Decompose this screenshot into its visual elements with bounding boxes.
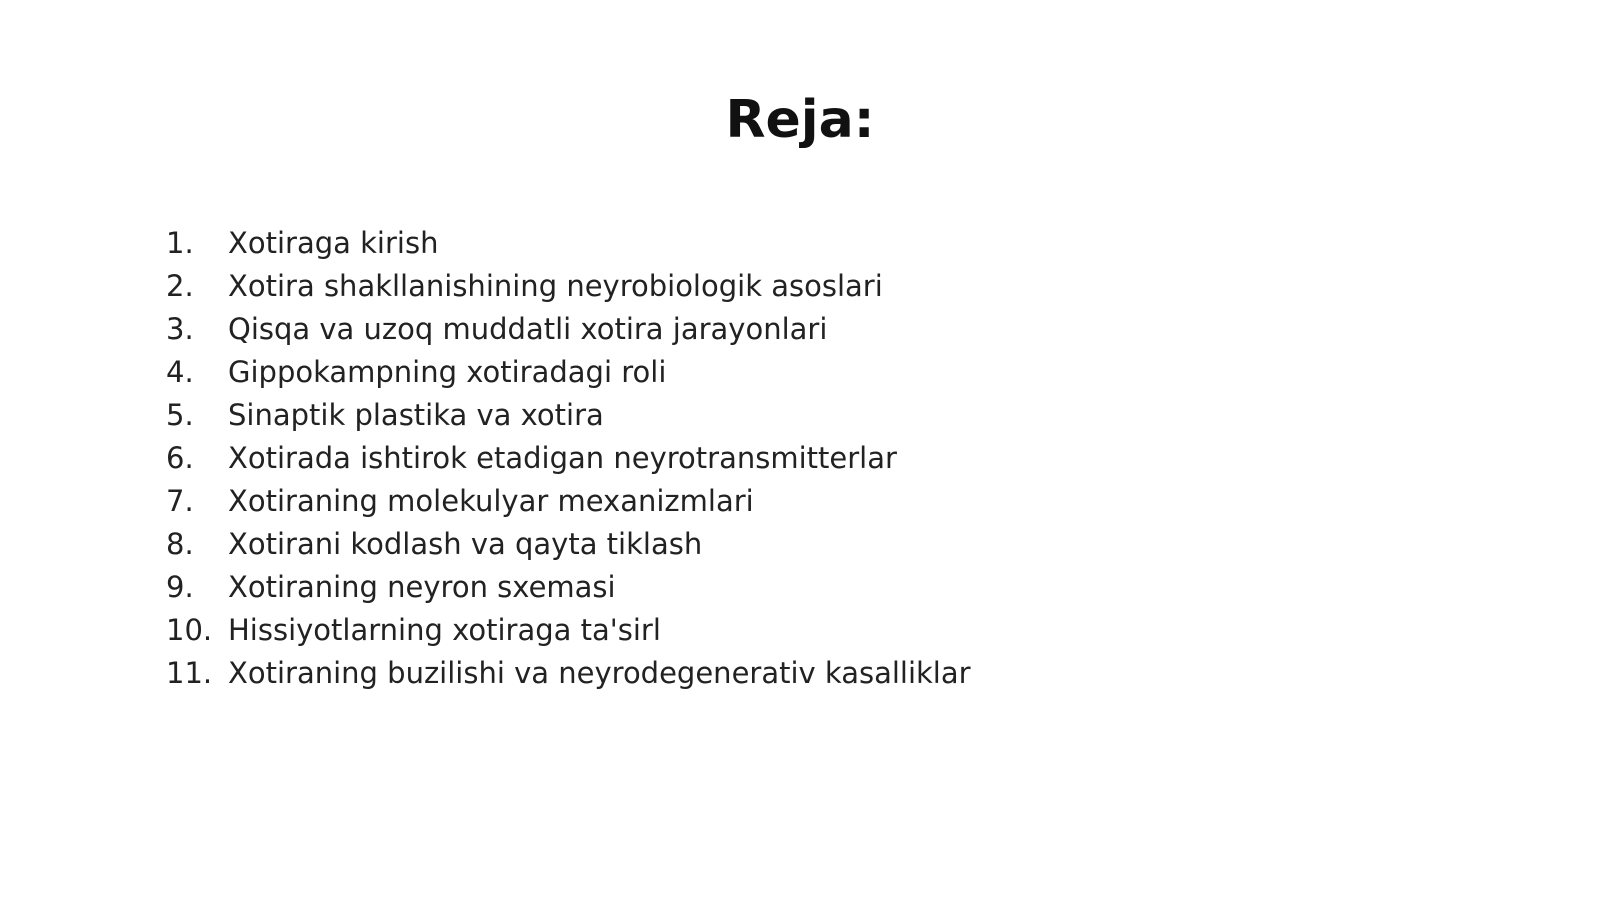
agenda-item-text: Qisqa va uzoq muddatli xotira jarayonlari — [228, 312, 828, 346]
agenda-item-number: 3. — [166, 312, 194, 346]
agenda-item-number: 8. — [166, 527, 194, 561]
agenda-item-text: Xotiraga kirish — [228, 226, 439, 260]
agenda-item-text: Xotira shakllanishining neyrobiologik asoslari — [228, 269, 883, 303]
agenda-item-number: 1. — [166, 226, 194, 260]
agenda-item-text: Xotiraning buzilishi va neyrodegenerativ kasalliklar — [228, 656, 971, 690]
agenda-item-text: Xotiraning neyron sxemasi — [228, 570, 616, 604]
agenda-item — [166, 308, 971, 351]
agenda-item — [166, 523, 971, 566]
agenda-item-text: Hissiyotlarning xotiraga ta'sirl — [228, 613, 661, 647]
agenda-item-number: 2. — [166, 269, 194, 303]
agenda-item — [166, 480, 971, 523]
agenda-item-number: 5. — [166, 398, 194, 432]
agenda-item-number: 7. — [166, 484, 194, 518]
agenda-item-text: Gippokampning xotiradagi roli — [228, 355, 667, 389]
agenda-item-number: 4. — [166, 355, 194, 389]
agenda-list — [166, 222, 971, 695]
agenda-item-text: Sinaptik plastika va xotira — [228, 398, 604, 432]
agenda-item — [166, 351, 971, 394]
agenda-item — [166, 222, 971, 265]
agenda-item — [166, 265, 971, 308]
agenda-item — [166, 652, 971, 695]
agenda-item-number: 6. — [166, 441, 194, 475]
agenda-item-text: Xotirani kodlash va qayta tiklash — [228, 527, 703, 561]
slide-title: Reja: — [725, 90, 875, 150]
agenda-item — [166, 394, 971, 437]
agenda-item-number: 11. — [166, 656, 213, 690]
agenda-item-number: 9. — [166, 570, 194, 604]
agenda-item — [166, 566, 971, 609]
agenda-item — [166, 609, 971, 652]
agenda-item-number: 10. — [166, 613, 213, 647]
agenda-item-text: Xotiraning molekulyar mexanizmlari — [228, 484, 754, 518]
agenda-item-text: Xotirada ishtirok etadigan neyrotransmitterlar — [228, 441, 897, 475]
agenda-item — [166, 437, 971, 480]
